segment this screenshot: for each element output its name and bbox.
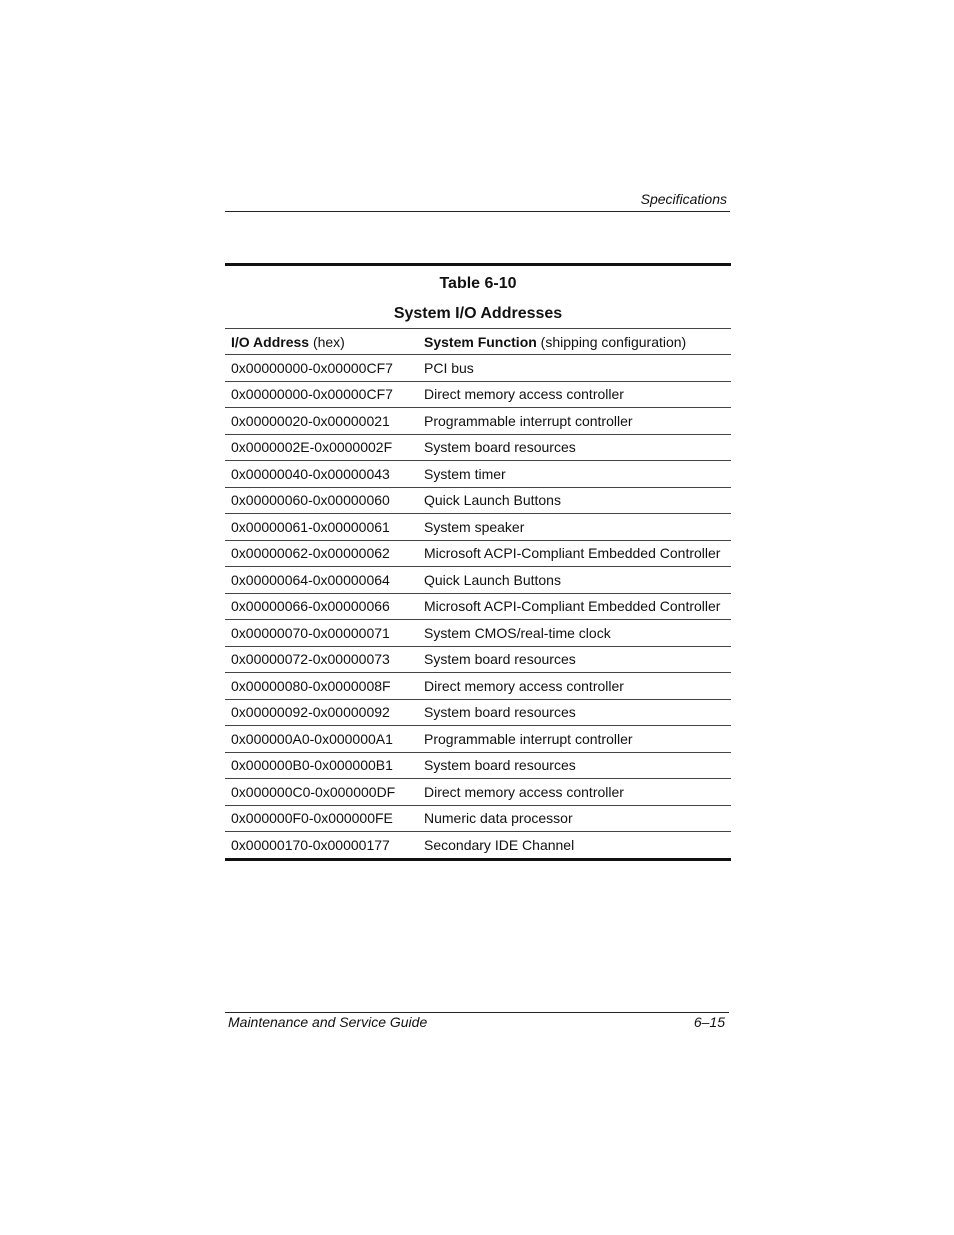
table-number: Table 6-10 <box>439 275 517 292</box>
io-address-cell: 0x00000000-0x00000CF7 <box>225 355 418 382</box>
system-function-cell: System board resources <box>418 434 731 461</box>
system-function-cell: Direct memory access controller <box>418 779 731 806</box>
footer-page-number: 6–15 <box>693 1014 725 1030</box>
system-function-cell: System board resources <box>418 752 731 779</box>
io-address-cell: 0x00000170-0x00000177 <box>225 832 418 860</box>
io-address-cell: 0x000000F0-0x000000FE <box>225 805 418 832</box>
system-function-cell: System board resources <box>418 699 731 726</box>
table-row <box>225 514 731 541</box>
system-function-cell: Quick Launch Buttons <box>418 487 731 514</box>
table-row <box>225 487 731 514</box>
table-row <box>225 434 731 461</box>
io-address-cell: 0x00000080-0x0000008F <box>225 673 418 700</box>
io-address-cell: 0x00000040-0x00000043 <box>225 461 418 488</box>
io-address-cell: 0x00000092-0x00000092 <box>225 699 418 726</box>
system-function-cell: Secondary IDE Channel <box>418 832 731 860</box>
table-header-row <box>225 329 731 355</box>
table-row <box>225 355 731 382</box>
system-function-cell: System board resources <box>418 646 731 673</box>
footer-guide-title: Maintenance and Service Guide <box>228 1014 428 1030</box>
system-function-cell: System speaker <box>418 514 731 541</box>
io-address-cell: 0x000000B0-0x000000B1 <box>225 752 418 779</box>
system-function-cell: Programmable interrupt controller <box>418 408 731 435</box>
io-address-table-block <box>225 263 731 861</box>
system-function-cell: Programmable interrupt controller <box>418 726 731 753</box>
system-function-cell: Direct memory access controller <box>418 673 731 700</box>
table-row <box>225 540 731 567</box>
system-function-cell: System CMOS/real-time clock <box>418 620 731 647</box>
system-function-cell: Direct memory access controller <box>418 381 731 408</box>
table-row <box>225 779 731 806</box>
io-address-cell: 0x00000062-0x00000062 <box>225 540 418 567</box>
io-address-table <box>225 328 731 861</box>
table-row <box>225 805 731 832</box>
table-row <box>225 673 731 700</box>
header-rule <box>225 211 730 212</box>
table-row <box>225 620 731 647</box>
table-title: System I/O Addresses <box>393 305 563 322</box>
io-address-cell: 0x00000000-0x00000CF7 <box>225 381 418 408</box>
table-row <box>225 646 731 673</box>
column-header-io-address: I/O Address (hex) <box>225 329 418 355</box>
table-row <box>225 381 731 408</box>
table-row <box>225 408 731 435</box>
io-address-cell: 0x00000020-0x00000021 <box>225 408 418 435</box>
system-function-cell: Microsoft ACPI-Compliant Embedded Controller <box>418 593 731 620</box>
io-address-cell: 0x00000064-0x00000064 <box>225 567 418 594</box>
column-header-system-function: System Function (shipping configuration) <box>418 329 731 355</box>
io-address-cell: 0x00000070-0x00000071 <box>225 620 418 647</box>
io-address-cell: 0x0000002E-0x0000002F <box>225 434 418 461</box>
table-row <box>225 752 731 779</box>
table-row <box>225 567 731 594</box>
io-address-cell: 0x000000A0-0x000000A1 <box>225 726 418 753</box>
io-address-cell: 0x00000061-0x00000061 <box>225 514 418 541</box>
table-row <box>225 461 731 488</box>
system-function-cell: Numeric data processor <box>418 805 731 832</box>
system-function-cell: Microsoft ACPI-Compliant Embedded Controller <box>418 540 731 567</box>
system-function-cell: System timer <box>418 461 731 488</box>
system-function-cell: Quick Launch Buttons <box>418 567 731 594</box>
system-function-cell: PCI bus <box>418 355 731 382</box>
running-header: Specifications <box>640 191 727 207</box>
table-row <box>225 699 731 726</box>
io-address-cell: 0x00000066-0x00000066 <box>225 593 418 620</box>
io-address-cell: 0x00000060-0x00000060 <box>225 487 418 514</box>
footer-rule <box>225 1012 729 1013</box>
table-row <box>225 593 731 620</box>
io-address-cell: 0x00000072-0x00000073 <box>225 646 418 673</box>
table-row <box>225 832 731 860</box>
table-row <box>225 726 731 753</box>
io-address-cell: 0x000000C0-0x000000DF <box>225 779 418 806</box>
